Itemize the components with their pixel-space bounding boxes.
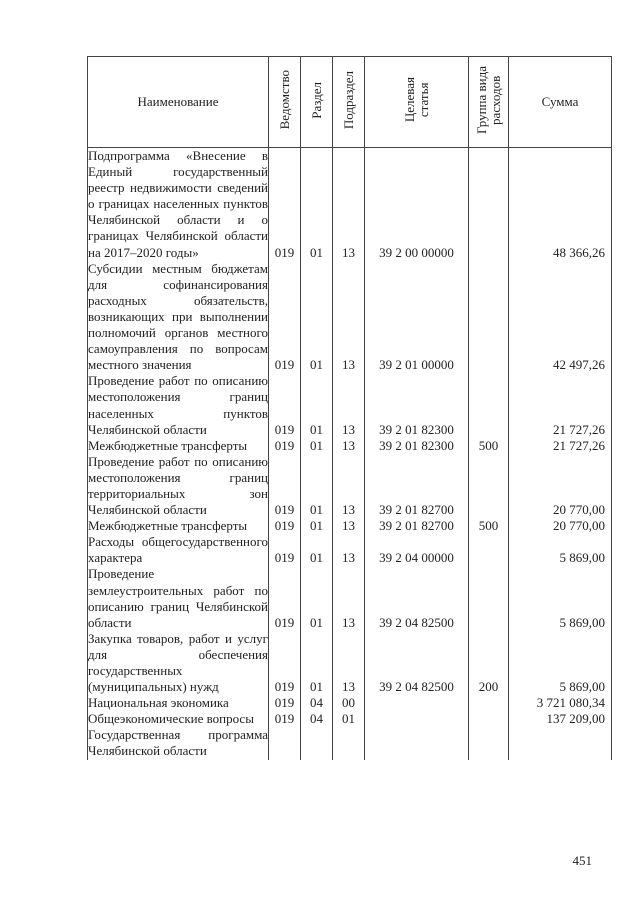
cell-summa: 21 727,26 — [509, 438, 612, 454]
cell-razdel: 01 — [301, 534, 333, 566]
cell-vedomstvo: 019 — [269, 454, 301, 518]
cell-razdel: 04 — [301, 695, 333, 711]
cell-name: Проведение землеустроительных работ по описанию границ Челябинской области — [88, 566, 268, 630]
cell-vedomstvo: 019 — [269, 518, 301, 534]
cell-gruppa — [469, 148, 509, 261]
cell-vedomstvo: 019 — [269, 148, 301, 261]
cell-vedomstvo: 019 — [269, 631, 301, 695]
cell-celevaya: 39 2 01 82700 — [365, 454, 469, 518]
cell-summa: 5 869,00 — [509, 534, 612, 566]
cell-celevaya: 39 2 04 00000 — [365, 534, 469, 566]
cell-gruppa — [469, 727, 509, 759]
table-row — [88, 695, 612, 711]
cell-celevaya: 39 2 01 82300 — [365, 438, 469, 454]
cell-podrazdel — [333, 727, 365, 759]
cell-celevaya: 39 2 00 00000 — [365, 148, 469, 261]
header-name: Наименование — [88, 57, 269, 148]
cell-gruppa — [469, 711, 509, 727]
cell-summa: 137 209,00 — [509, 711, 612, 727]
header-celevaya: Целевая статья — [365, 57, 469, 148]
cell-podrazdel: 13 — [333, 373, 365, 437]
cell-summa: 20 770,00 — [509, 518, 612, 534]
table-row — [88, 631, 612, 695]
table-header-row — [88, 57, 612, 148]
cell-celevaya: 39 2 01 00000 — [365, 261, 469, 374]
cell-vedomstvo: 019 — [269, 695, 301, 711]
page-number: 451 — [572, 853, 592, 868]
header-gruppa: Группа вида расходов — [469, 57, 509, 148]
table-row — [88, 438, 612, 454]
header-vedomstvo: Ведомство — [269, 57, 301, 148]
cell-podrazdel: 01 — [333, 711, 365, 727]
cell-razdel: 01 — [301, 373, 333, 437]
cell-razdel: 01 — [301, 566, 333, 630]
header-razdel: Раздел — [301, 57, 333, 148]
cell-podrazdel: 13 — [333, 454, 365, 518]
cell-podrazdel: 13 — [333, 518, 365, 534]
cell-name: Межбюджетные трансферты — [88, 518, 269, 534]
cell-summa: 42 497,26 — [509, 261, 612, 374]
cell-name: Расходы общегосударственного характера — [88, 534, 268, 566]
cell-celevaya — [365, 695, 469, 711]
budget-table — [87, 56, 612, 760]
cell-podrazdel: 13 — [333, 438, 365, 454]
table-row — [88, 454, 612, 518]
cell-gruppa — [469, 534, 509, 566]
cell-podrazdel: 13 — [333, 631, 365, 695]
cell-name: Проведение работ по описанию местоположения границ территориальных зон Челябинской области — [88, 453, 268, 518]
cell-celevaya — [365, 711, 469, 727]
cell-razdel: 01 — [301, 518, 333, 534]
cell-celevaya: 39 2 04 82500 — [365, 631, 469, 695]
table-row — [88, 261, 612, 374]
table-row — [88, 148, 612, 261]
cell-gruppa: 500 — [469, 518, 509, 534]
cell-celevaya: 39 2 01 82700 — [365, 518, 469, 534]
table-row — [88, 566, 612, 630]
cell-celevaya: 39 2 04 82500 — [365, 566, 469, 630]
cell-summa: 20 770,00 — [509, 454, 612, 518]
table-row — [88, 373, 612, 437]
cell-summa: 21 727,26 — [509, 373, 612, 437]
cell-name: Межбюджетные трансферты — [88, 438, 269, 454]
cell-vedomstvo: 019 — [269, 261, 301, 374]
cell-name: Проведение работ по описанию местоположения границ населенных пунктов Челябинской области — [88, 373, 268, 437]
table-row — [88, 727, 612, 759]
cell-name: Национальная экономика — [88, 695, 269, 711]
cell-podrazdel: 13 — [333, 261, 365, 374]
cell-razdel: 01 — [301, 631, 333, 695]
cell-podrazdel: 00 — [333, 695, 365, 711]
cell-podrazdel: 13 — [333, 566, 365, 630]
cell-summa: 48 366,26 — [509, 148, 612, 261]
cell-gruppa: 200 — [469, 631, 509, 695]
cell-name: Государственная программа Челябинской области — [88, 727, 268, 759]
cell-celevaya — [365, 727, 469, 759]
cell-name: Общеэкономические вопросы — [88, 711, 269, 727]
header-podrazdel: Подраздел — [333, 57, 365, 148]
cell-vedomstvo — [269, 727, 301, 759]
cell-razdel: 01 — [301, 148, 333, 261]
cell-summa: 5 869,00 — [509, 566, 612, 630]
cell-razdel: 01 — [301, 261, 333, 374]
cell-name: Закупка товаров, работ и услуг для обеспечения государственных (муниципальных) нужд — [88, 630, 268, 695]
table-row — [88, 518, 612, 534]
cell-celevaya: 39 2 01 82300 — [365, 373, 469, 437]
cell-razdel — [301, 727, 333, 759]
table-row — [88, 711, 612, 727]
cell-gruppa: 500 — [469, 438, 509, 454]
cell-gruppa — [469, 695, 509, 711]
cell-podrazdel: 13 — [333, 148, 365, 261]
cell-razdel: 01 — [301, 438, 333, 454]
cell-gruppa — [469, 566, 509, 630]
cell-summa: 3 721 080,34 — [509, 695, 612, 711]
cell-razdel: 04 — [301, 711, 333, 727]
header-summa: Сумма — [509, 57, 612, 148]
cell-gruppa — [469, 454, 509, 518]
cell-summa — [509, 727, 612, 759]
cell-vedomstvo: 019 — [269, 534, 301, 566]
cell-name: Субсидии местным бюджетам для софинансирования расходных обязательств, возникающих при выполнении полномочий органов местного самоуправления по вопросам местного значения — [88, 260, 268, 373]
cell-gruppa — [469, 373, 509, 437]
cell-razdel: 01 — [301, 454, 333, 518]
cell-vedomstvo: 019 — [269, 438, 301, 454]
table-row — [88, 534, 612, 566]
cell-gruppa — [469, 261, 509, 374]
cell-podrazdel: 13 — [333, 534, 365, 566]
cell-vedomstvo: 019 — [269, 373, 301, 437]
cell-name: Подпрограмма «Внесение в Единый государственный реестр недвижимости сведений о границах населенных пунктов Челябинской области и о границах Челябинской области на 2017–2020 годы» — [88, 148, 268, 260]
cell-vedomstvo: 019 — [269, 566, 301, 630]
cell-summa: 5 869,00 — [509, 631, 612, 695]
cell-vedomstvo: 019 — [269, 711, 301, 727]
